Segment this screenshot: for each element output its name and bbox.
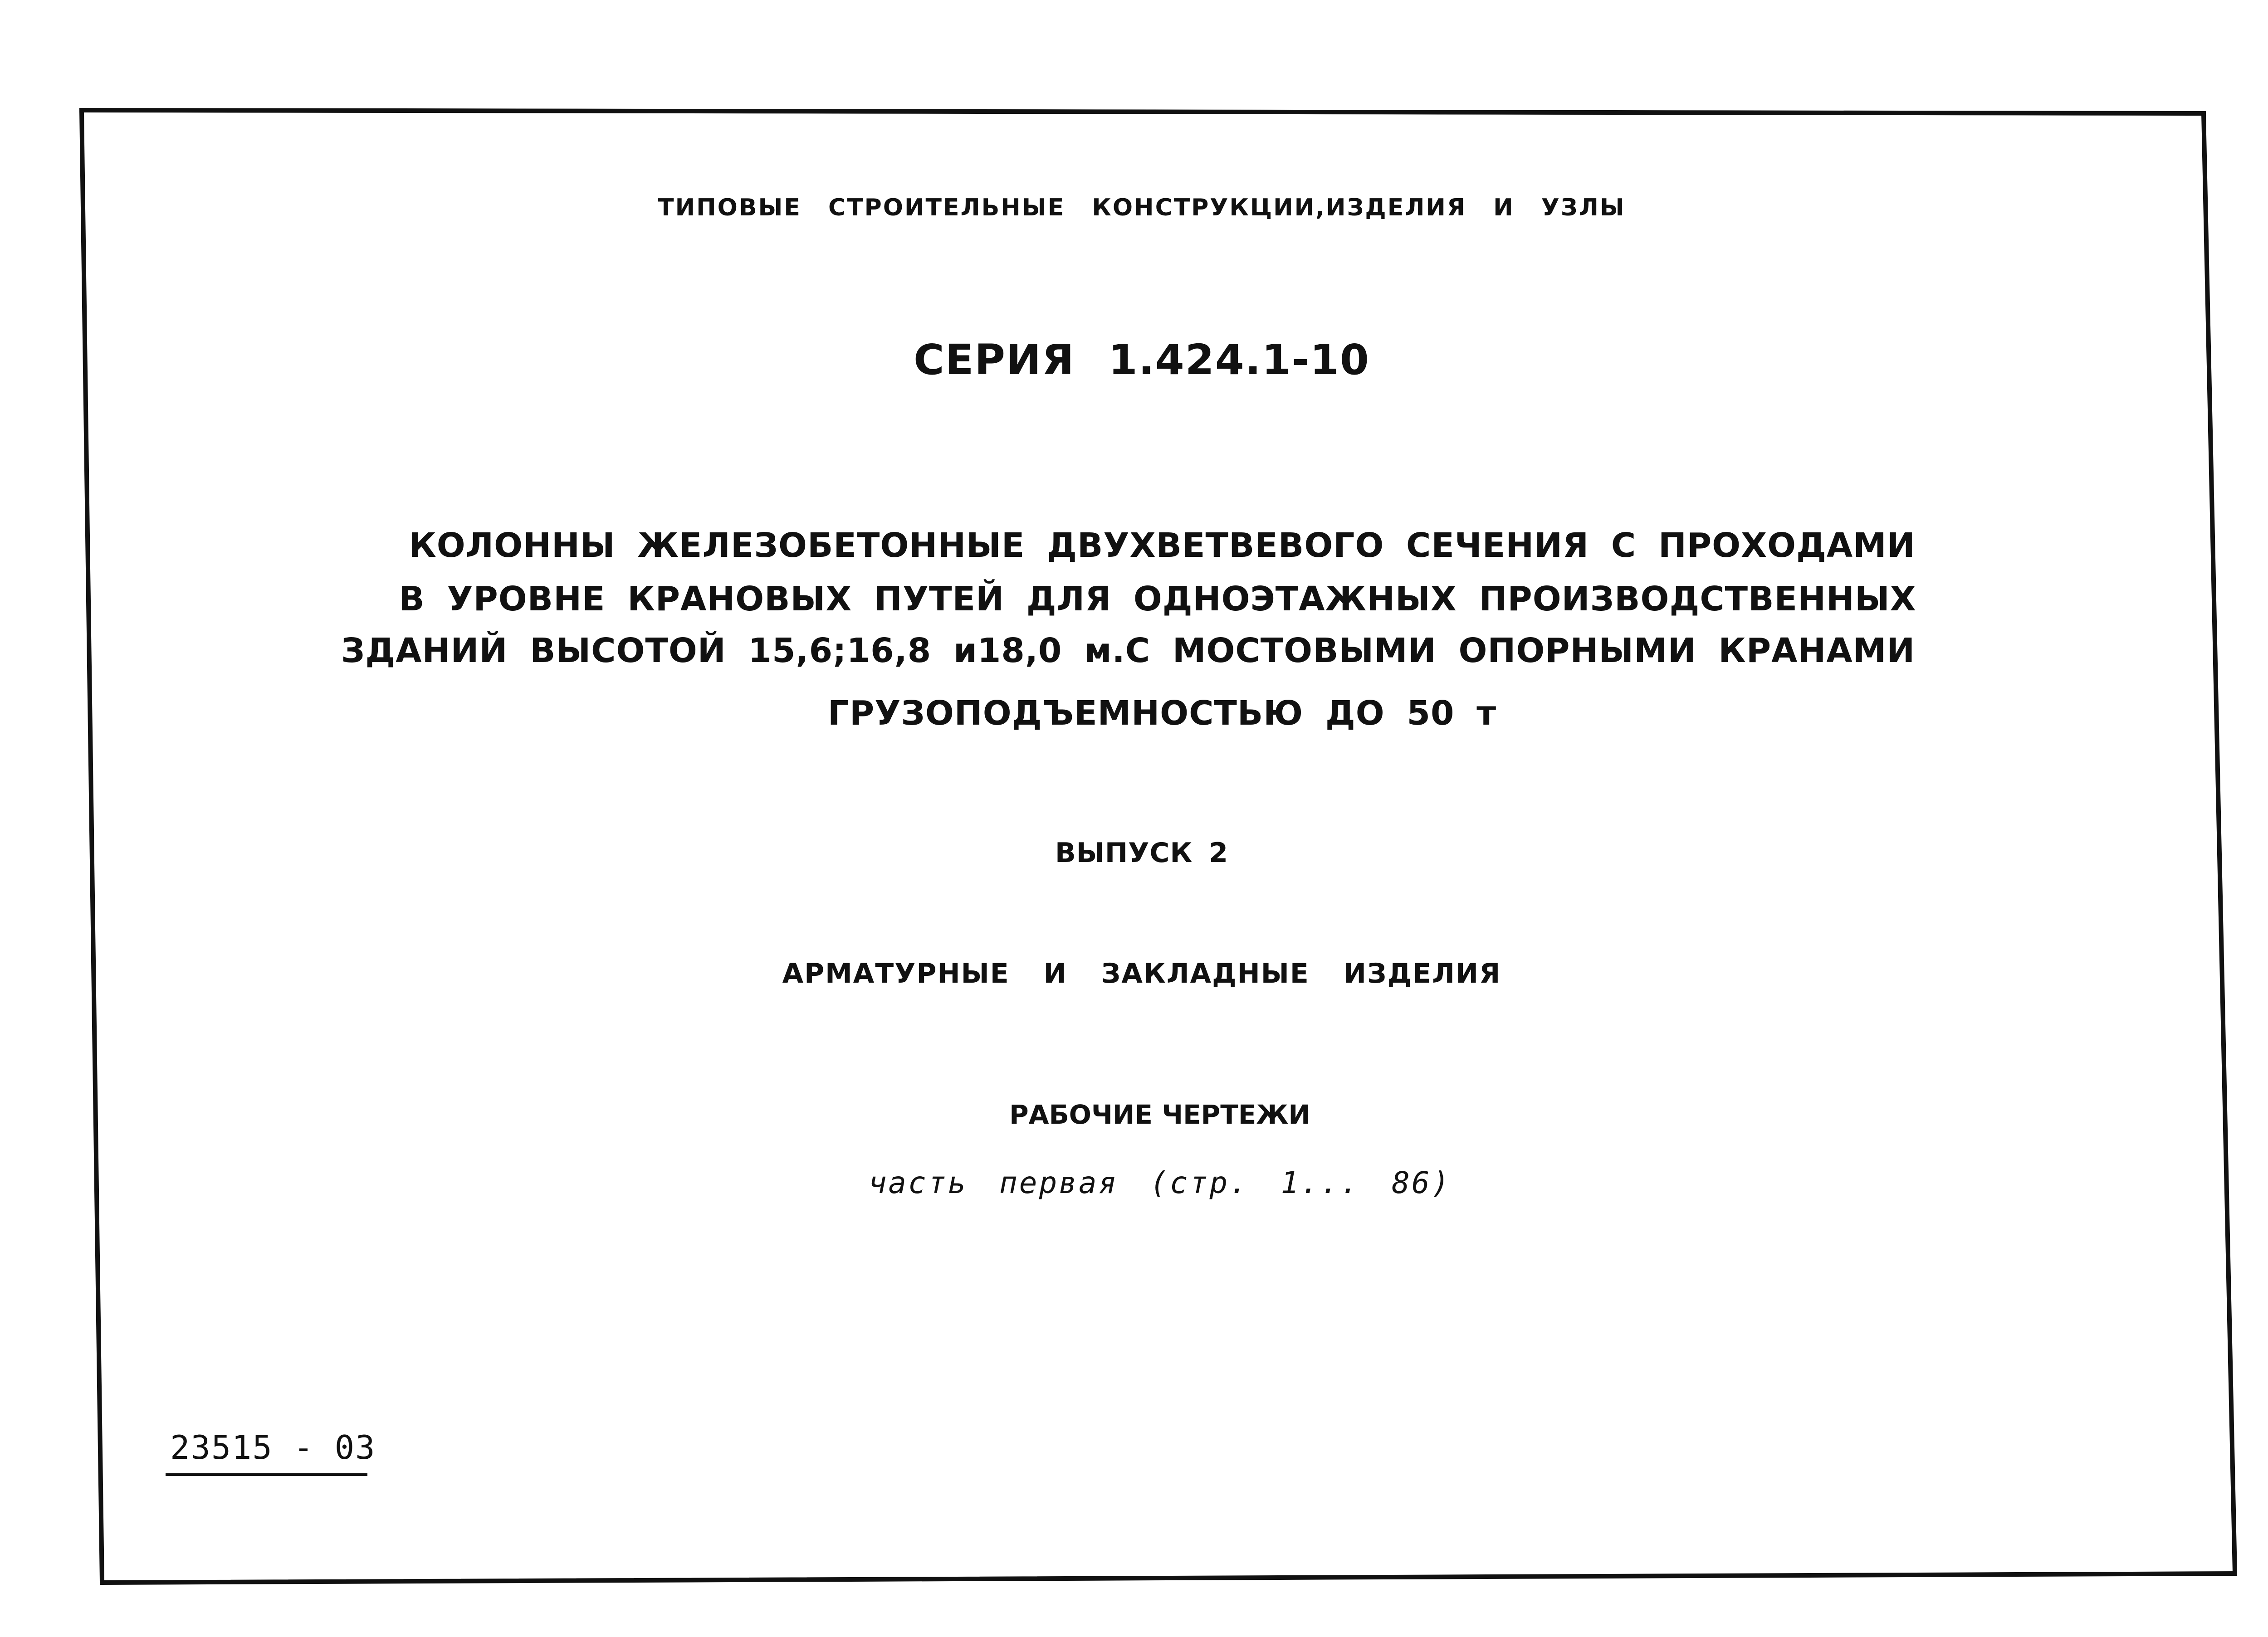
series-title: СЕРИЯ 1.424.1-10	[914, 336, 1370, 384]
frame-bottom-edge	[102, 1574, 2235, 1583]
doc-type-label: РАБОЧИЕ ЧЕРТЕЖИ	[1009, 1099, 1310, 1130]
header-line: ТИПОВЫЕ СТРОИТЕЛЬНЫЕ КОНСТРУКЦИИ,ИЗДЕЛИЯ И УЗЛЫ	[658, 194, 1626, 221]
part-label: часть первая (стр. 1... 86)	[868, 1165, 1452, 1200]
frame-top-edge	[82, 110, 2204, 113]
title-line-4: ГРУЗОПОДЪЕМНОСТЬЮ ДО 50 т	[827, 694, 1497, 733]
title-line-1: КОЛОННЫ ЖЕЛЕЗОБЕТОННЫЕ ДВУХВЕТВЕВОГО СЕЧЕНИЯ С ПРОХОДАМИ	[409, 526, 1916, 565]
issue-label: ВЫПУСК 2	[1055, 837, 1229, 869]
title-line-3: ЗДАНИЙ ВЫСОТОЙ 15,6;16,8 и18,0 м.С МОСТОВЫМИ ОПОРНЫМИ КРАНАМИ	[341, 631, 1916, 670]
subject-label: АРМАТУРНЫЕ И ЗАКЛАДНЫЕ ИЗДЕЛИЯ	[782, 958, 1501, 989]
title-line-2: В УРОВНЕ КРАНОВЫХ ПУТЕЙ ДЛЯ ОДНОЭТАЖНЫХ ПРОИЗВОДСТВЕННЫХ	[399, 580, 1916, 619]
document-number: 23515 - 03	[170, 1428, 376, 1466]
